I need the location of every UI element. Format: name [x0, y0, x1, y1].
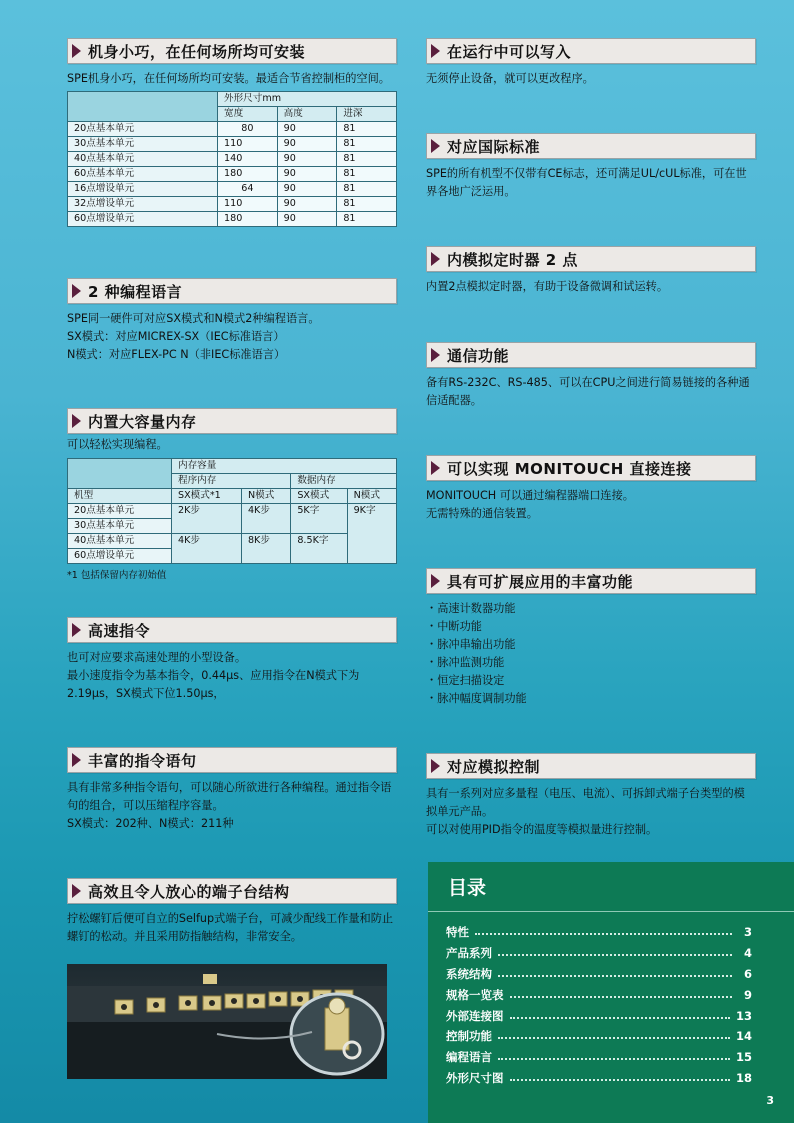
row-label: 40点基本单元	[68, 152, 218, 167]
toc-page: 6	[743, 966, 752, 981]
cell-value: 4K步	[172, 534, 242, 564]
list-item: ・高速计数器功能	[426, 602, 516, 615]
row-label: 60点增设单元	[68, 212, 218, 227]
toc-item[interactable]	[446, 1026, 752, 1047]
section-text: 无需特殊的通信装置。	[426, 507, 538, 520]
col-header-sx: SX模式*1	[172, 489, 242, 504]
section-text: SX模式：202种、N模式：211种	[67, 817, 234, 830]
toc-item[interactable]	[446, 1068, 752, 1089]
cell-height: 90	[277, 212, 337, 227]
page-number: 3	[766, 1094, 774, 1107]
triangle-bullet-icon	[72, 44, 81, 58]
section-text: 拧松螺钉后便可自立的Selfup式端子台，可减少配线工作量和防止螺钉的松动。并且采用防指触结构，非常安全。	[67, 912, 394, 943]
toc-item[interactable]	[446, 984, 752, 1005]
cell-value: 4K步	[241, 504, 290, 534]
toc-leader	[498, 954, 732, 956]
cell-height: 90	[277, 197, 337, 212]
section-text: SPE同一硬件可对应SX模式和N模式2种编程语言。	[67, 312, 320, 325]
cell-depth: 81	[337, 182, 397, 197]
section-text: SPE机身小巧，在任何场所均可安装。最适合节省控制柜的空间。	[67, 72, 390, 85]
cell-depth: 81	[337, 212, 397, 227]
toc-page: 15	[735, 1050, 752, 1065]
triangle-bullet-icon	[72, 623, 81, 637]
cell-width: 64	[218, 182, 278, 197]
section-header	[67, 617, 397, 643]
section-title: 通信功能	[447, 346, 510, 365]
toc-page: 4	[743, 946, 752, 961]
section-header	[67, 278, 397, 304]
col-group-data: 数据内存	[291, 474, 397, 489]
row-label: 32点增设单元	[68, 197, 218, 212]
col-header-model: 机型	[68, 489, 172, 504]
table-corner	[68, 92, 218, 122]
section-title: 高速指令	[88, 621, 151, 640]
toc-label: 规格一览表	[446, 987, 504, 1002]
triangle-bullet-icon	[431, 759, 440, 773]
cell-height: 90	[277, 152, 337, 167]
section-title: 在运行中可以写入	[447, 42, 572, 61]
toc-leader	[510, 996, 733, 998]
cell-value: 8.5K字	[291, 534, 347, 564]
toc-item[interactable]	[446, 922, 752, 943]
cell-depth: 81	[337, 197, 397, 212]
list-item: ・脉冲监测功能	[426, 656, 505, 669]
triangle-bullet-icon	[72, 414, 81, 428]
row-label: 20点基本单元	[68, 122, 218, 137]
col-header-n: N模式	[347, 489, 396, 504]
section-two-languages	[67, 278, 397, 364]
section-text: N模式：对应FLEX-PC N（非IEC标准语言）	[67, 348, 286, 361]
terminal-block-photo	[67, 964, 387, 1079]
section-header	[67, 747, 397, 773]
cell-value: 5K字	[291, 504, 347, 534]
toc-label: 编程语言	[446, 1050, 492, 1065]
section-title: 具有可扩展应用的丰富功能	[447, 572, 634, 591]
cell-width: 110	[218, 197, 278, 212]
section-title: 2 种编程语言	[88, 282, 183, 301]
section-terminal-block	[67, 878, 397, 946]
col-header-depth: 进深	[337, 107, 397, 122]
section-text: 可以对使用PID指令的温度等模拟量进行控制。	[426, 823, 658, 836]
section-monitouch	[426, 455, 756, 523]
section-header	[426, 455, 756, 481]
toc-label: 产品系列	[446, 946, 492, 961]
cell-value: 8K步	[241, 534, 290, 564]
cell-value: 9K字	[347, 504, 396, 564]
toc-leader	[510, 1017, 730, 1019]
section-text: 可以轻松实现编程。	[67, 438, 168, 451]
toc-page: 13	[735, 1008, 752, 1023]
section-header	[426, 568, 756, 594]
cell-height: 90	[277, 122, 337, 137]
cell-height: 90	[277, 182, 337, 197]
col-group-program: 程序内存	[172, 474, 291, 489]
toc-item[interactable]	[446, 1047, 752, 1068]
triangle-bullet-icon	[431, 574, 440, 588]
triangle-bullet-icon	[431, 44, 440, 58]
section-title: 内置大容量内存	[88, 412, 197, 431]
section-instructions	[67, 747, 397, 833]
toc-title: 目录	[448, 877, 487, 899]
cell-width: 180	[218, 212, 278, 227]
section-title: 丰富的指令语句	[88, 751, 197, 770]
cell-height: 90	[277, 167, 337, 182]
row-label: 30点基本单元	[68, 519, 172, 534]
section-title: 可以实现 MONITOUCH 直接连接	[447, 459, 692, 478]
triangle-bullet-icon	[72, 753, 81, 767]
section-communication	[426, 342, 756, 410]
triangle-bullet-icon	[431, 348, 440, 362]
cell-value: 2K步	[172, 504, 242, 534]
section-standards	[426, 133, 756, 201]
toc-page: 14	[735, 1029, 752, 1044]
table-row	[68, 152, 397, 167]
triangle-bullet-icon	[431, 252, 440, 266]
toc-label: 系统结构	[446, 966, 492, 981]
cell-width: 180	[218, 167, 278, 182]
row-label: 20点基本单元	[68, 504, 172, 519]
section-text: 最小速度指令为基本指令，0.44μs、应用指令在N模式下为2.19μs，SX模式下位1.50μs，	[67, 669, 360, 700]
section-high-speed	[67, 617, 397, 703]
cell-depth: 81	[337, 137, 397, 152]
triangle-bullet-icon	[72, 884, 81, 898]
section-header	[67, 878, 397, 904]
toc-item[interactable]	[446, 964, 752, 985]
row-label: 40点基本单元	[68, 534, 172, 549]
section-title: 对应模拟控制	[447, 757, 541, 776]
triangle-bullet-icon	[72, 284, 81, 298]
section-header	[426, 133, 756, 159]
toc-page: 18	[735, 1070, 752, 1085]
toc-label: 外形尺寸图	[446, 1070, 504, 1085]
section-functions	[426, 568, 756, 708]
section-title: 对应国际标准	[447, 137, 541, 156]
table-row	[68, 182, 397, 197]
toc-leader	[475, 933, 732, 935]
cell-depth: 81	[337, 152, 397, 167]
toc-item[interactable]	[446, 1005, 752, 1026]
table-row	[68, 197, 397, 212]
toc-leader	[498, 1058, 730, 1060]
section-text: 备有RS-232C、RS-485、可以在CPU之间进行简易链接的各种通信适配器。	[426, 376, 750, 407]
section-text: 内置2点模拟定时器，有助于设备微调和试运转。	[426, 280, 669, 293]
terminal-block-illustration	[67, 964, 387, 1079]
section-header	[426, 342, 756, 368]
row-label: 16点增设单元	[68, 182, 218, 197]
row-label: 30点基本单元	[68, 137, 218, 152]
col-header-width: 宽度	[218, 107, 278, 122]
toc-leader	[498, 1037, 730, 1039]
section-text: SPE的所有机型不仅带有CE标志，还可满足UL/cUL标准，可在世界各地广泛运用。	[426, 167, 747, 198]
toc-label: 特性	[446, 925, 469, 940]
toc-leader	[510, 1079, 730, 1081]
row-label: 60点基本单元	[68, 167, 218, 182]
toc-label: 控制功能	[446, 1029, 492, 1044]
section-text: SX模式：对应MICREX-SX（IEC标准语言）	[67, 330, 285, 343]
section-header	[67, 408, 397, 434]
table-row	[68, 137, 397, 152]
table-of-contents	[428, 862, 794, 1123]
section-text: 也可对应要求高速处理的小型设备。	[67, 651, 247, 664]
toc-leader	[498, 975, 732, 977]
memory-table	[67, 458, 397, 564]
table-row	[68, 212, 397, 227]
section-text: MONITOUCH 可以通过编程器端口连接。	[426, 489, 634, 502]
section-title: 高效且令人放心的端子台结构	[88, 882, 290, 901]
col-header-sx: SX模式	[291, 489, 347, 504]
toc-label: 外部连接图	[446, 1008, 504, 1023]
table-group-header: 内存容量	[172, 459, 397, 474]
table-footnote: *1 包括保留内存初始值	[67, 570, 167, 581]
section-header	[426, 38, 756, 64]
toc-page: 9	[743, 987, 752, 1002]
cell-width: 140	[218, 152, 278, 167]
cell-width: 80	[218, 122, 278, 137]
row-label: 60点增设单元	[68, 549, 172, 564]
triangle-bullet-icon	[431, 461, 440, 475]
table-row	[68, 167, 397, 182]
section-analog-timer	[426, 246, 756, 296]
section-text: 具有一系列对应多量程（电压、电流）、可拆卸式端子台类型的模拟单元产品。	[426, 787, 745, 818]
section-header	[67, 38, 397, 64]
cell-depth: 81	[337, 122, 397, 137]
triangle-bullet-icon	[431, 139, 440, 153]
list-item: ・恒定扫描设定	[426, 674, 505, 687]
table-row	[68, 504, 397, 519]
section-text: 无须停止设备，就可以更改程序。	[426, 72, 594, 85]
section-text: 具有非常多种指令语句，可以随心所欲进行各种编程。通过指令语句的组合，可以压缩程序容量。	[67, 781, 392, 812]
section-header	[426, 246, 756, 272]
cell-height: 90	[277, 137, 337, 152]
list-item: ・脉冲幅度调制功能	[426, 692, 527, 705]
toc-item[interactable]	[446, 943, 752, 964]
section-analog-control	[426, 753, 756, 839]
table-group-header: 外形尺寸mm	[218, 92, 397, 107]
cell-depth: 81	[337, 167, 397, 182]
table-row	[68, 122, 397, 137]
list-item: ・脉冲串输出功能	[426, 638, 516, 651]
section-header	[426, 753, 756, 779]
toc-page: 3	[743, 925, 752, 940]
cell-width: 110	[218, 137, 278, 152]
section-online-write	[426, 38, 756, 88]
list-item: ・中断功能	[426, 620, 482, 633]
section-memory	[67, 408, 397, 581]
dimension-table	[67, 91, 397, 227]
section-compact-size	[67, 38, 397, 227]
table-corner	[68, 459, 172, 489]
section-title: 内模拟定时器 2 点	[447, 250, 578, 269]
col-header-n: N模式	[241, 489, 290, 504]
col-header-height: 高度	[277, 107, 337, 122]
section-title: 机身小巧，在任何场所均可安装	[88, 42, 306, 61]
